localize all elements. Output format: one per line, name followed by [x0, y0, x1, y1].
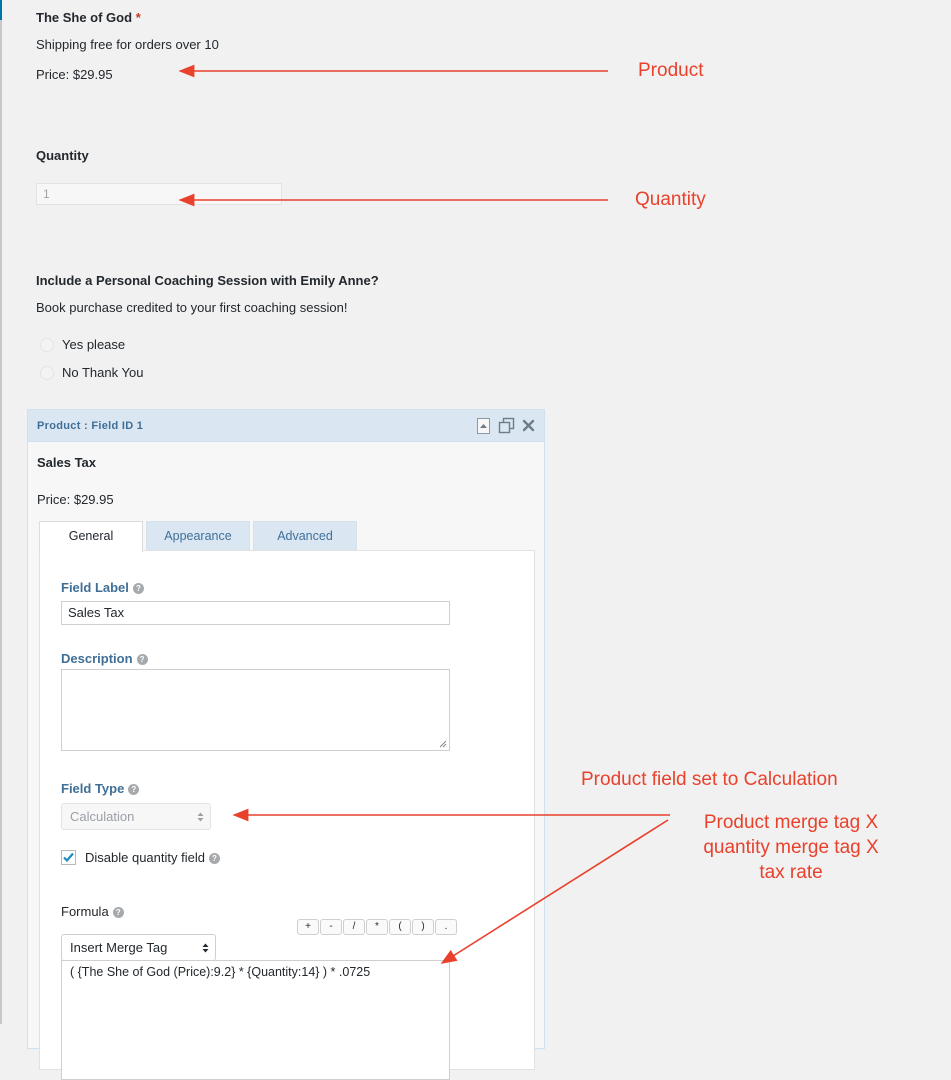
product-name: The She of God	[36, 10, 133, 25]
quantity-label: Quantity	[36, 148, 89, 163]
field-type-value: Calculation	[70, 809, 135, 824]
question-circle-icon[interactable]: ?	[113, 907, 124, 918]
tab-advanced[interactable]: Advanced	[253, 521, 357, 551]
question-circle-icon[interactable]: ?	[133, 583, 144, 594]
arrow-formula	[442, 820, 668, 963]
annotation-formula	[680, 810, 902, 885]
field-label-input[interactable]: Sales Tax	[61, 601, 450, 625]
tab-appearance[interactable]: Appearance	[146, 521, 250, 551]
editor-field-title: Sales Tax	[37, 455, 97, 470]
operator-open-paren-button[interactable]: (	[389, 919, 411, 935]
annotation-product: Product	[638, 60, 704, 81]
question-circle-icon[interactable]: ?	[209, 853, 220, 864]
editor-header-title: Product : Field ID 1	[37, 420, 144, 432]
annotation-quantity: Quantity	[635, 189, 706, 210]
annotation-formula-line2: quantity merge tag X	[703, 837, 879, 858]
required-mark: *	[135, 10, 141, 25]
coaching-label: Include a Personal Coaching Session with Emily Anne?	[36, 273, 379, 288]
operator-divide-button[interactable]: /	[343, 919, 365, 935]
field-type-heading-text: Field Type	[61, 781, 125, 796]
disable-quantity-label-text: Disable quantity field	[85, 850, 205, 865]
formula-heading-text: Formula	[61, 904, 109, 919]
radio-no-label: No Thank You	[62, 365, 144, 380]
insert-merge-tag-label: Insert Merge Tag	[70, 940, 168, 955]
operator-close-paren-button[interactable]: )	[412, 919, 434, 935]
description-heading-text: Description	[61, 651, 133, 666]
annotation-formula-line3: tax rate	[759, 862, 823, 883]
product-description: Shipping free for orders over 10	[36, 37, 219, 52]
editor-price: Price: $29.95	[37, 492, 114, 507]
operator-dot-button[interactable]: .	[435, 919, 457, 935]
formula-text: ( {The She of God (Price):9.2} * {Quantity:14} ) * .0725	[70, 965, 371, 979]
coaching-description: Book purchase credited to your first coaching session!	[36, 300, 348, 315]
annotation-formula-line1: Product merge tag X	[703, 812, 879, 833]
tab-general[interactable]: General	[39, 521, 143, 552]
question-circle-icon[interactable]: ?	[128, 784, 139, 795]
field-label-heading-text: Field Label	[61, 580, 129, 595]
annotation-field-type: Product field set to Calculation	[581, 769, 838, 790]
operator-plus-button[interactable]: +	[297, 919, 319, 935]
radio-yes-label: Yes please	[62, 337, 126, 352]
operator-multiply-button[interactable]: *	[366, 919, 388, 935]
operator-minus-button[interactable]: -	[320, 919, 342, 935]
question-circle-icon[interactable]: ?	[137, 654, 148, 665]
product-price: Price: $29.95	[36, 67, 113, 82]
